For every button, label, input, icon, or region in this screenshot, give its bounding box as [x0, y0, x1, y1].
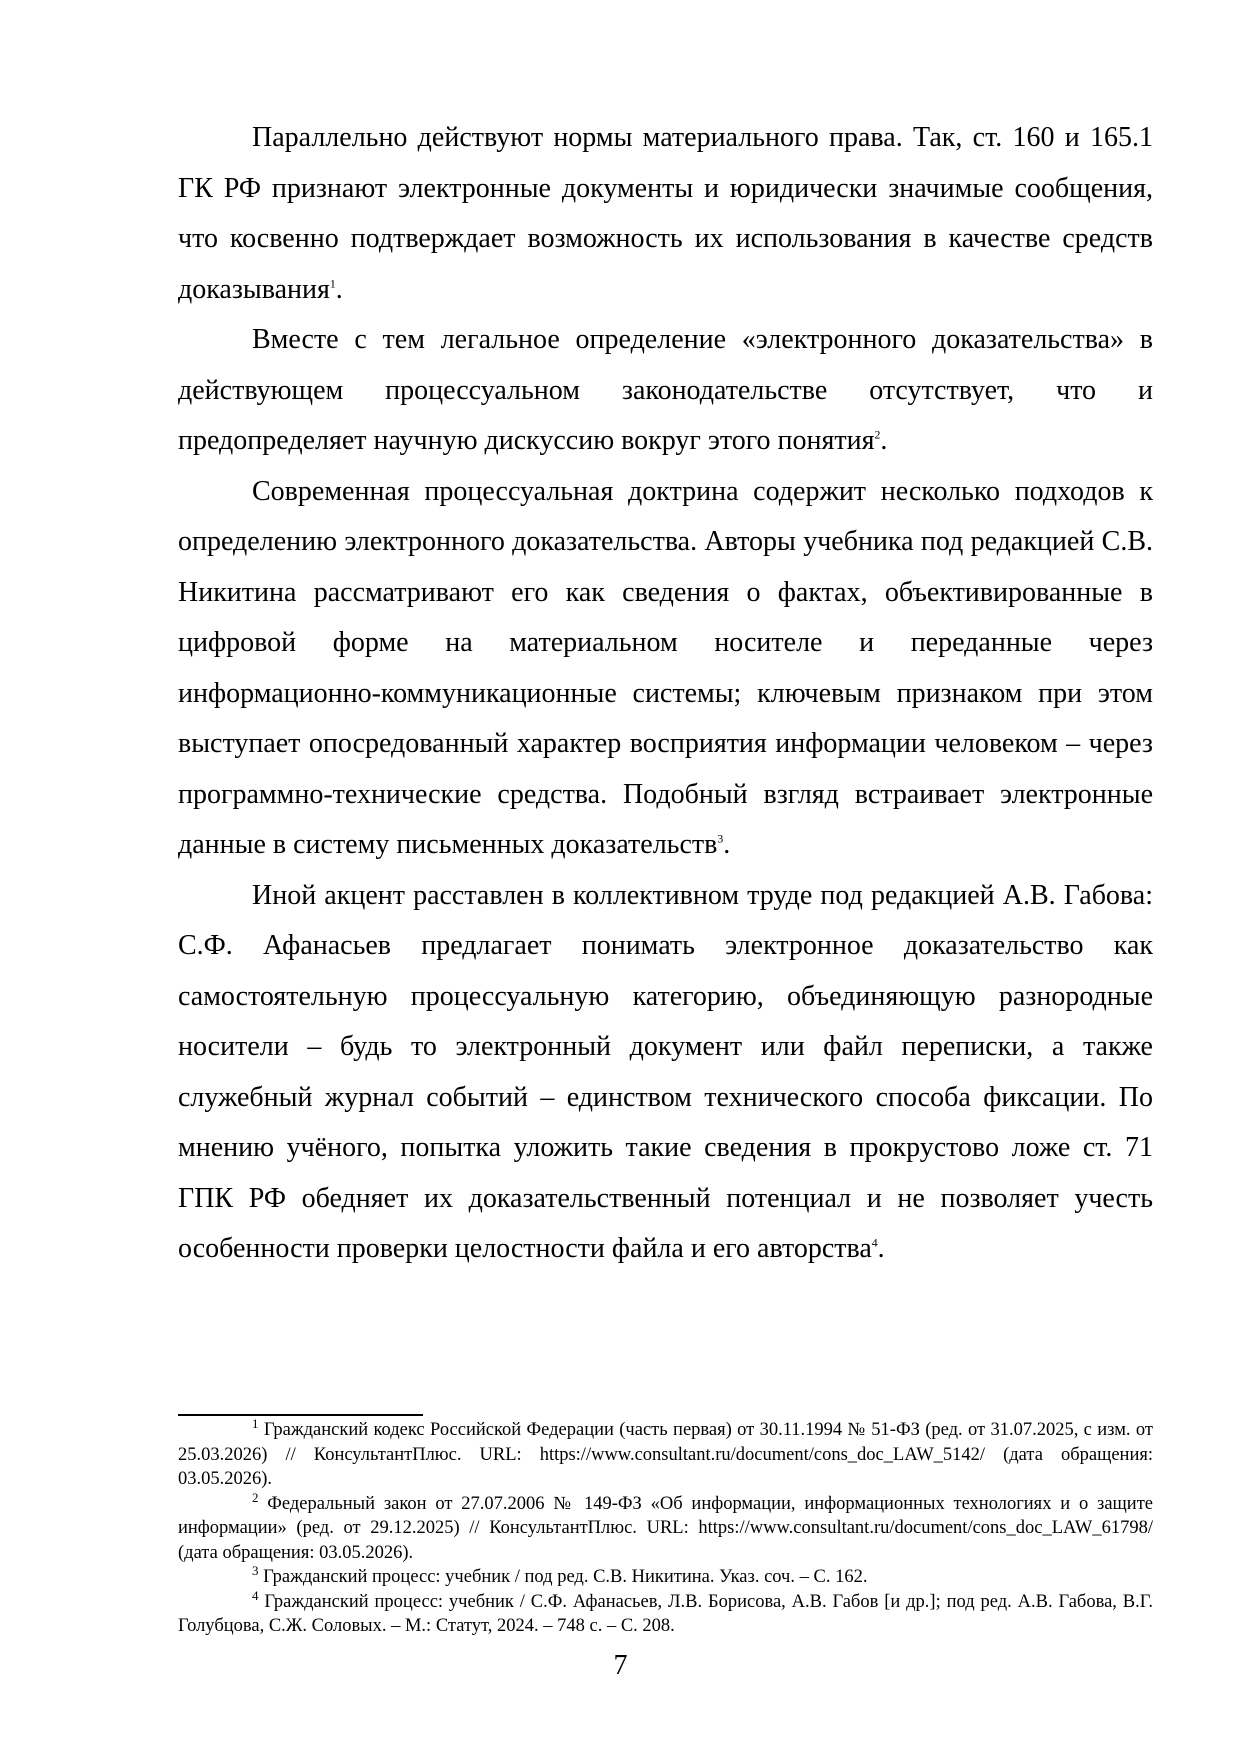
footnote [178, 1562, 1153, 1590]
footnote-number: 1 [252, 1415, 259, 1431]
footnote-number: 4 [252, 1587, 259, 1603]
paragraph-text: Вместе с тем легальное определение «электронного доказательства» в действующем процессуальном законодательстве отсутствует, что и предопределяет научную дискуссию вокруг этого понятия [178, 324, 1153, 456]
body-text [178, 113, 1153, 1275]
footnote-text: Гражданский процесс: учебник / под ред. С.В. Никитина. Указ. соч. – С. 162. [258, 1567, 868, 1587]
footnote-number: 3 [252, 1562, 259, 1578]
paragraph-tail: . [880, 425, 888, 456]
paragraph-tail: . [877, 1233, 885, 1264]
paragraph [178, 315, 1153, 467]
paragraph [178, 467, 1153, 871]
paragraph-tail: . [335, 273, 343, 305]
footnote-text: Гражданский кодекс Российской Федерации (часть первая) от 30.11.1994 № 51-ФЗ (ред. от 31.07.2025, с изм. от 25.03.2026) // КонсультантПлюс. URL: https://www.consultant.ru/document/cons_doc_LAW_5142/ (дата обращения: 03.05.2026). [178, 1420, 1153, 1489]
footnote-separator [178, 1414, 423, 1416]
footnote-number: 2 [252, 1489, 259, 1505]
paragraph-text: Параллельно действуют нормы материального права. Так, ст. 160 и 165.1 ГК РФ признают электронные документы и юридически значимые сообщения, что косвенно подтверждает возможность их использования в качестве средств доказывания [178, 122, 1153, 305]
footnote-text: Федеральный закон от 27.07.2006 № 149-ФЗ «Об информации, информационных технологиях и о защите информации» (ред. от 29.12.2025) // КонсультантПлюс. URL: https://www.consultant.ru/document/cons_doc_LAW_61798/ (дата обращения: 03.05.2026). [178, 1493, 1153, 1563]
footnote-text: Гражданский процесс: учебник / С.Ф. Афанасьев, Л.В. Борисова, А.В. Габов [и др.]; под ред. А.В. Габова, В.Г. Голубцова, С.Ж. Соловых. – М.: Статут, 2024. – 748 с. – С. 208. [178, 1591, 1153, 1636]
footnote [178, 1415, 1153, 1492]
paragraph-text: Современная процессуальная доктрина содержит несколько подходов к определению электронного доказательства. Авторы учебника под редакцией С.В. Никитина рассматривают его как сведения о фактах, объективированные в цифровой форме на материальном носителе и переданные через информационно-коммуникационные системы; ключевым признаком при этом выступает опосредованный характер восприятия информации человеком – через программно-технические средства. Подобный взгляд встраивает электронные данные в систему письменных доказательств [178, 475, 1153, 860]
paragraph [178, 113, 1153, 315]
paragraph-tail: . [723, 829, 731, 860]
footnote [178, 1489, 1153, 1566]
footnote-ref: 2 [874, 428, 881, 442]
footnote-ref: 1 [329, 277, 336, 291]
footnote-ref: 4 [871, 1236, 878, 1250]
footnote [178, 1587, 1153, 1639]
page-number: 7 [613, 1650, 628, 1681]
paragraph-text: Иной акцент расставлен в коллективном труде под редакцией А.В. Габова: С.Ф. Афанасьев предлагает понимать электронное доказательство как самостоятельную процессуальную категорию, объединяющую разнородные носители – будь то электронный документ или файл переписки, а также служебный журнал событий – единством технического способа фиксации. По мнению учёного, попытка уложить такие сведения в прокрустово ложе ст. 71 ГПК РФ обедняет их доказательственный потенциал и не позволяет учесть особенности проверки целостности файла и его авторства [178, 879, 1153, 1264]
footnote-ref: 3 [717, 832, 724, 846]
paragraph [178, 871, 1153, 1275]
footnotes [178, 1415, 1153, 1639]
